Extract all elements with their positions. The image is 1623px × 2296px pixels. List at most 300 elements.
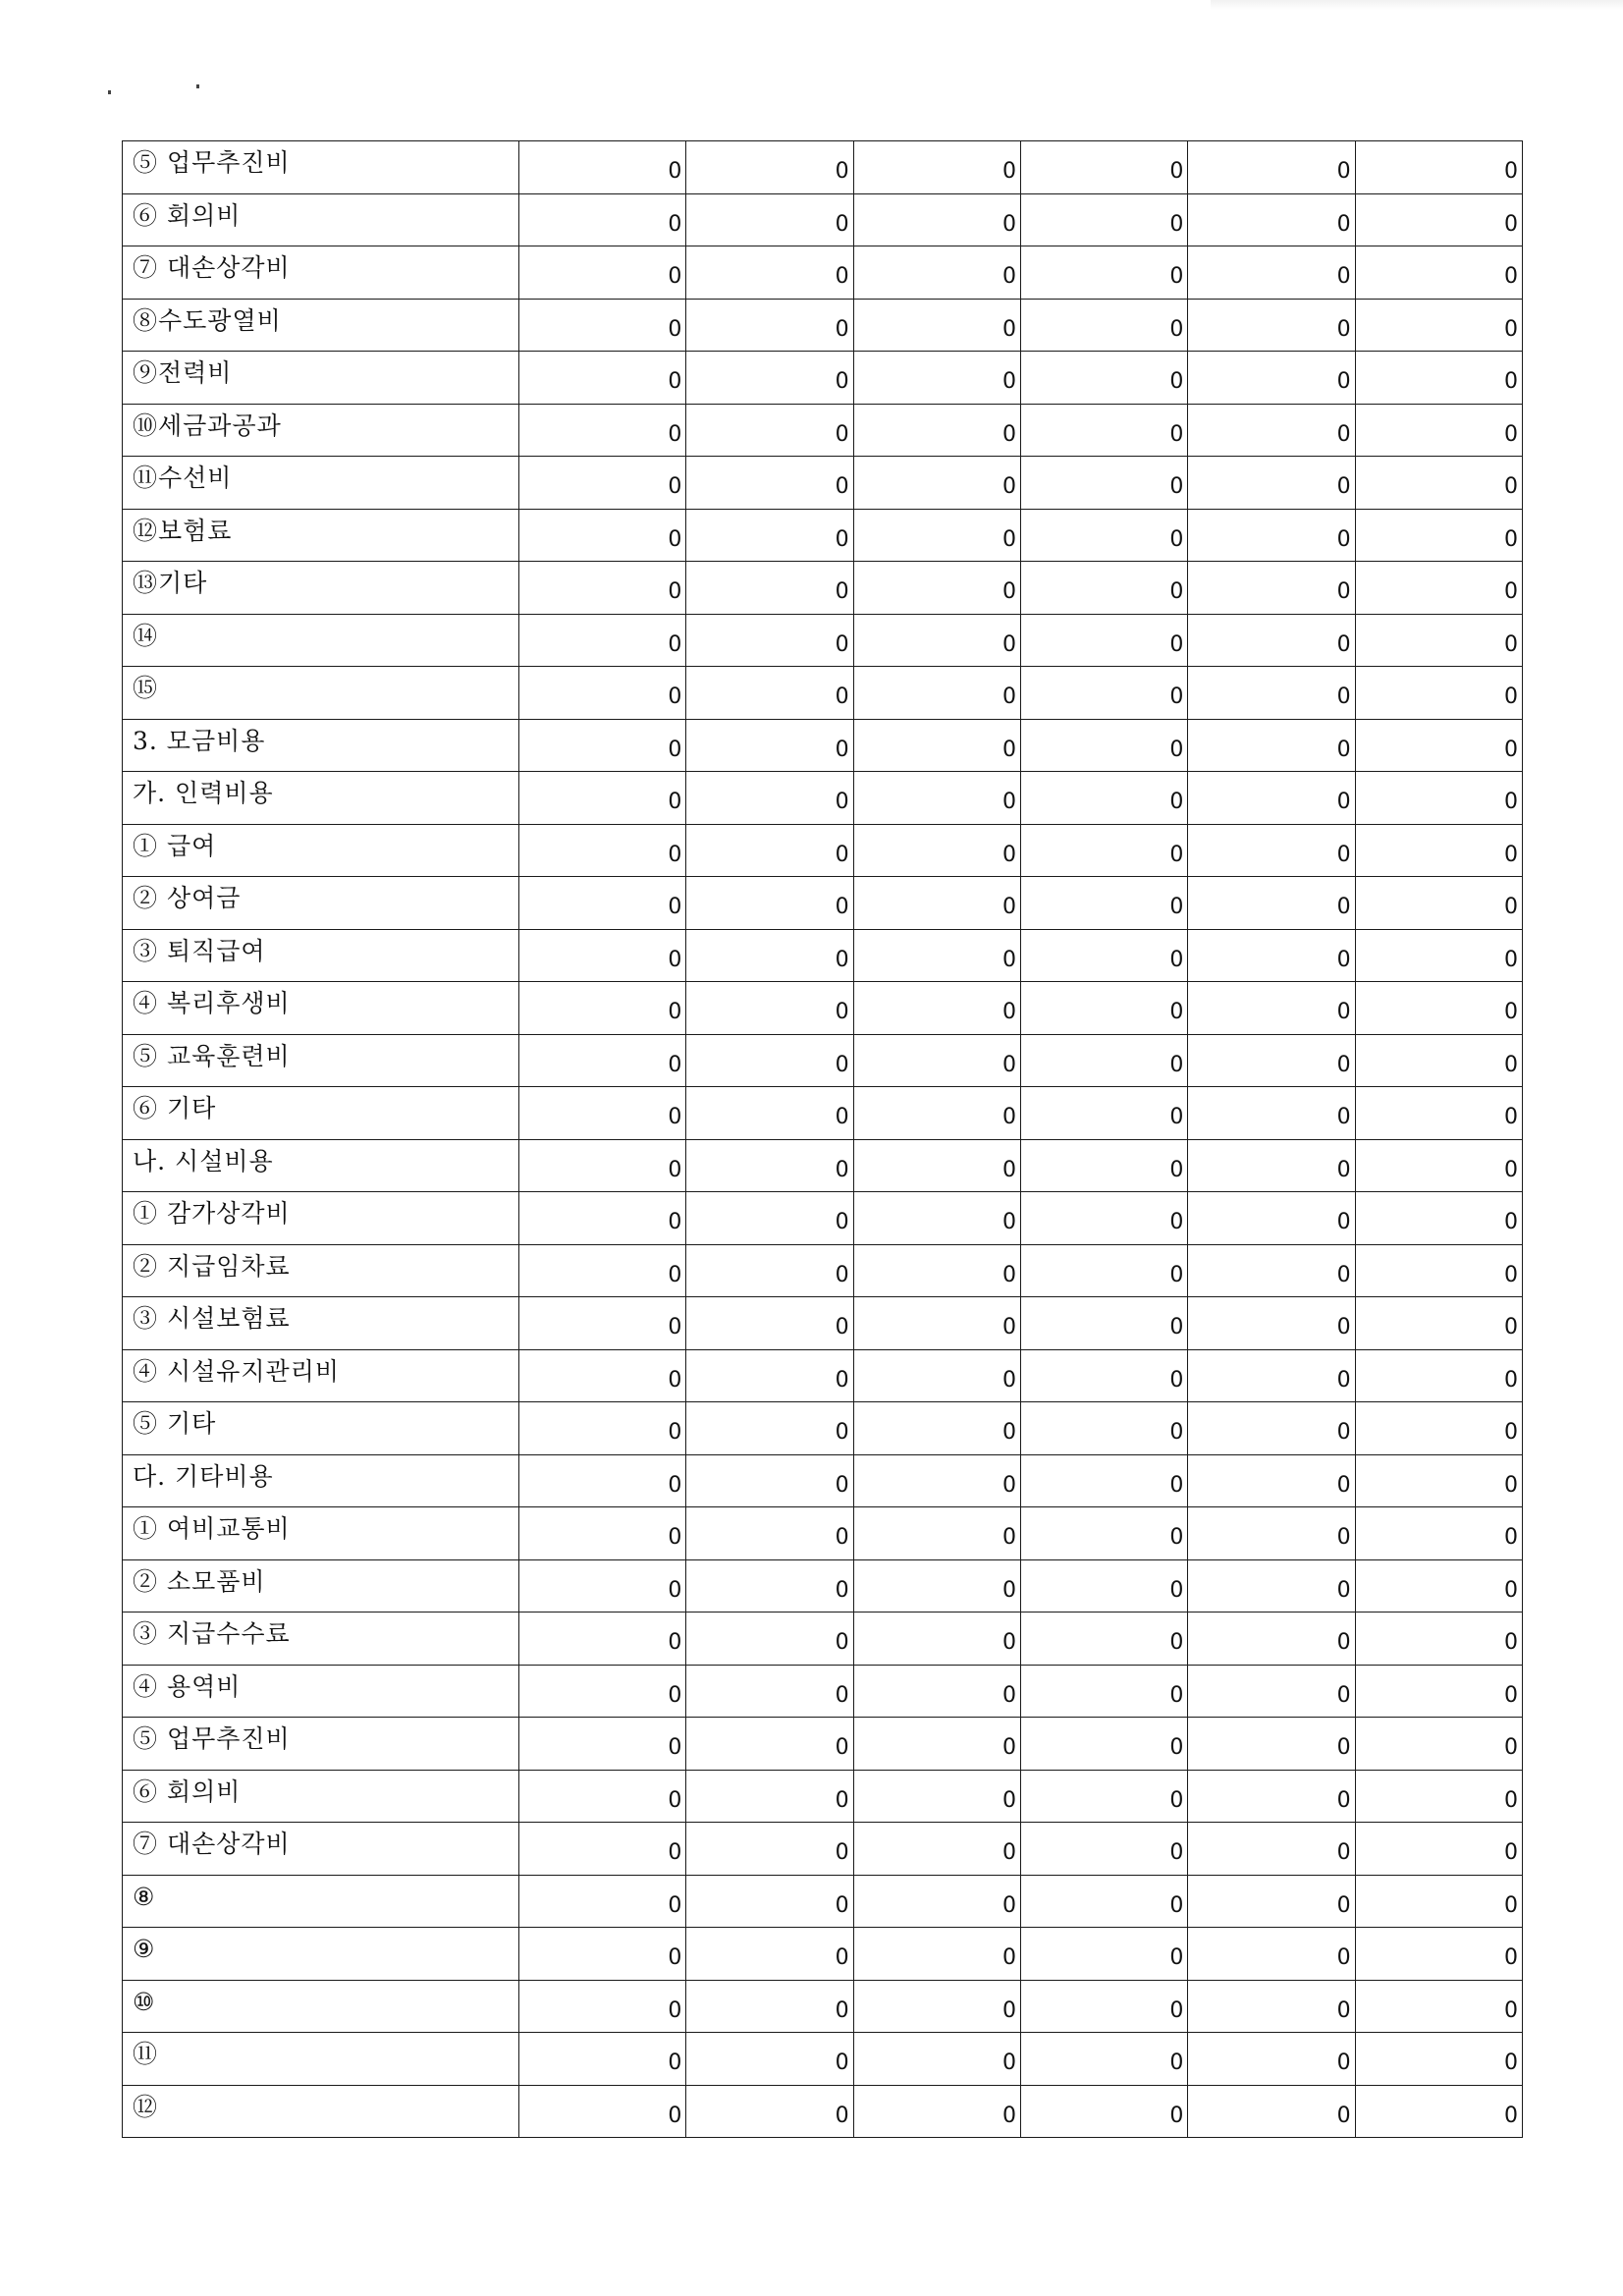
amount-cell-col3: 0 <box>853 1297 1020 1350</box>
amount-cell-col6: 0 <box>1355 1192 1522 1245</box>
amount-cell-col2: 0 <box>686 1875 853 1928</box>
row-label: ⑨전력비 <box>123 352 519 405</box>
amount-cell-col6: 0 <box>1355 352 1522 405</box>
amount-cell-col6: 0 <box>1355 982 1522 1035</box>
amount-cell-col2: 0 <box>686 929 853 982</box>
amount-cell-col6: 0 <box>1355 562 1522 615</box>
table-row <box>123 1823 1523 1876</box>
scan-edge-shade <box>1211 0 1623 10</box>
amount-cell-col2: 0 <box>686 1928 853 1981</box>
amount-cell-col5: 0 <box>1188 1244 1355 1297</box>
table-row <box>123 1770 1523 1823</box>
amount-cell-col4: 0 <box>1020 1297 1187 1350</box>
amount-cell-col4: 0 <box>1020 614 1187 667</box>
amount-cell-col3: 0 <box>853 404 1020 457</box>
amount-cell-col2: 0 <box>686 352 853 405</box>
expense-table-body <box>123 141 1523 2138</box>
amount-cell-col5: 0 <box>1188 1507 1355 1560</box>
row-label: ⑩세금과공과 <box>123 404 519 457</box>
row-label: ⑪수선비 <box>123 457 519 510</box>
amount-cell-col1: 0 <box>519 772 686 825</box>
amount-cell-col5: 0 <box>1188 457 1355 510</box>
table-row <box>123 2085 1523 2138</box>
amount-cell-col3: 0 <box>853 1875 1020 1928</box>
amount-cell-col1: 0 <box>519 509 686 562</box>
amount-cell-col2: 0 <box>686 1192 853 1245</box>
table-row <box>123 1034 1523 1087</box>
amount-cell-col1: 0 <box>519 1980 686 2033</box>
amount-cell-col5: 0 <box>1188 614 1355 667</box>
row-label: ⑬기타 <box>123 562 519 615</box>
amount-cell-col5: 0 <box>1188 1297 1355 1350</box>
amount-cell-col1: 0 <box>519 719 686 772</box>
amount-cell-col3: 0 <box>853 1402 1020 1455</box>
amount-cell-col5: 0 <box>1188 1349 1355 1402</box>
amount-cell-col5: 0 <box>1188 404 1355 457</box>
amount-cell-col5: 0 <box>1188 1928 1355 1981</box>
amount-cell-col4: 0 <box>1020 824 1187 877</box>
amount-cell-col4: 0 <box>1020 929 1187 982</box>
amount-cell-col2: 0 <box>686 1665 853 1718</box>
amount-cell-col3: 0 <box>853 1192 1020 1245</box>
amount-cell-col5: 0 <box>1188 1034 1355 1087</box>
amount-cell-col6: 0 <box>1355 1613 1522 1666</box>
amount-cell-col2: 0 <box>686 1402 853 1455</box>
amount-cell-col6: 0 <box>1355 1559 1522 1613</box>
amount-cell-col3: 0 <box>853 824 1020 877</box>
table-row <box>123 1192 1523 1245</box>
table-row <box>123 1928 1523 1981</box>
amount-cell-col2: 0 <box>686 562 853 615</box>
amount-cell-col4: 0 <box>1020 1718 1187 1771</box>
amount-cell-col5: 0 <box>1188 1454 1355 1507</box>
amount-cell-col4: 0 <box>1020 1665 1187 1718</box>
amount-cell-col3: 0 <box>853 352 1020 405</box>
row-label: ⑥ 회의비 <box>123 1770 519 1823</box>
amount-cell-col5: 0 <box>1188 2033 1355 2086</box>
amount-cell-col3: 0 <box>853 509 1020 562</box>
amount-cell-col2: 0 <box>686 667 853 720</box>
amount-cell-col4: 0 <box>1020 1087 1187 1140</box>
amount-cell-col2: 0 <box>686 509 853 562</box>
table-row <box>123 404 1523 457</box>
amount-cell-col6: 0 <box>1355 824 1522 877</box>
amount-cell-col1: 0 <box>519 1507 686 1560</box>
amount-cell-col1: 0 <box>519 141 686 194</box>
table-row <box>123 2033 1523 2086</box>
amount-cell-col4: 0 <box>1020 1034 1187 1087</box>
amount-cell-col2: 0 <box>686 1613 853 1666</box>
amount-cell-col1: 0 <box>519 562 686 615</box>
row-label: ⑦ 대손상각비 <box>123 1823 519 1876</box>
amount-cell-col3: 0 <box>853 1087 1020 1140</box>
amount-cell-col6: 0 <box>1355 1823 1522 1876</box>
row-label: ② 소모품비 <box>123 1559 519 1613</box>
table-row <box>123 929 1523 982</box>
amount-cell-col6: 0 <box>1355 2033 1522 2086</box>
row-label: ⑥ 기타 <box>123 1087 519 1140</box>
amount-cell-col2: 0 <box>686 2033 853 2086</box>
amount-cell-col3: 0 <box>853 2033 1020 2086</box>
amount-cell-col2: 0 <box>686 141 853 194</box>
row-label: ⑭ <box>123 614 519 667</box>
amount-cell-col2: 0 <box>686 1349 853 1402</box>
amount-cell-col5: 0 <box>1188 667 1355 720</box>
amount-cell-col3: 0 <box>853 562 1020 615</box>
row-label: 가. 인력비용 <box>123 772 519 825</box>
table-row <box>123 772 1523 825</box>
amount-cell-col3: 0 <box>853 1559 1020 1613</box>
amount-cell-col6: 0 <box>1355 772 1522 825</box>
amount-cell-col2: 0 <box>686 1244 853 1297</box>
amount-cell-col5: 0 <box>1188 2085 1355 2138</box>
amount-cell-col6: 0 <box>1355 1507 1522 1560</box>
amount-cell-col1: 0 <box>519 1928 686 1981</box>
amount-cell-col1: 0 <box>519 1559 686 1613</box>
amount-cell-col1: 0 <box>519 246 686 300</box>
amount-cell-col1: 0 <box>519 1192 686 1245</box>
amount-cell-col1: 0 <box>519 1718 686 1771</box>
amount-cell-col6: 0 <box>1355 1034 1522 1087</box>
amount-cell-col6: 0 <box>1355 246 1522 300</box>
row-label: ⑫보험료 <box>123 509 519 562</box>
amount-cell-col4: 0 <box>1020 1192 1187 1245</box>
table-row <box>123 667 1523 720</box>
amount-cell-col1: 0 <box>519 667 686 720</box>
amount-cell-col3: 0 <box>853 1349 1020 1402</box>
row-label: ⑤ 업무추진비 <box>123 141 519 194</box>
table-row <box>123 614 1523 667</box>
table-row <box>123 299 1523 352</box>
table-row <box>123 1507 1523 1560</box>
amount-cell-col4: 0 <box>1020 1244 1187 1297</box>
amount-cell-col1: 0 <box>519 193 686 246</box>
table-row <box>123 1139 1523 1192</box>
amount-cell-col3: 0 <box>853 2085 1020 2138</box>
amount-cell-col3: 0 <box>853 246 1020 300</box>
amount-cell-col4: 0 <box>1020 1823 1187 1876</box>
amount-cell-col3: 0 <box>853 1244 1020 1297</box>
amount-cell-col6: 0 <box>1355 1087 1522 1140</box>
row-label: ① 여비교통비 <box>123 1507 519 1560</box>
amount-cell-col2: 0 <box>686 1139 853 1192</box>
expense-table <box>122 140 1523 2138</box>
row-label: ① 급여 <box>123 824 519 877</box>
row-label: ⑧수도광열비 <box>123 299 519 352</box>
amount-cell-col4: 0 <box>1020 193 1187 246</box>
amount-cell-col3: 0 <box>853 772 1020 825</box>
amount-cell-col5: 0 <box>1188 299 1355 352</box>
amount-cell-col1: 0 <box>519 1297 686 1350</box>
row-label: ① 감가상각비 <box>123 1192 519 1245</box>
amount-cell-col4: 0 <box>1020 772 1187 825</box>
amount-cell-col4: 0 <box>1020 1507 1187 1560</box>
amount-cell-col3: 0 <box>853 719 1020 772</box>
amount-cell-col2: 0 <box>686 404 853 457</box>
amount-cell-col6: 0 <box>1355 509 1522 562</box>
amount-cell-col2: 0 <box>686 772 853 825</box>
row-label: ③ 지급수수료 <box>123 1613 519 1666</box>
amount-cell-col6: 0 <box>1355 457 1522 510</box>
amount-cell-col5: 0 <box>1188 1139 1355 1192</box>
amount-cell-col1: 0 <box>519 1034 686 1087</box>
row-label: ⑥ 회의비 <box>123 193 519 246</box>
amount-cell-col6: 0 <box>1355 719 1522 772</box>
amount-cell-col1: 0 <box>519 1770 686 1823</box>
table-row <box>123 562 1523 615</box>
amount-cell-col2: 0 <box>686 1297 853 1350</box>
amount-cell-col1: 0 <box>519 1087 686 1140</box>
amount-cell-col6: 0 <box>1355 1770 1522 1823</box>
row-label: ④ 용역비 <box>123 1665 519 1718</box>
amount-cell-col4: 0 <box>1020 246 1187 300</box>
table-row <box>123 246 1523 300</box>
amount-cell-col5: 0 <box>1188 1613 1355 1666</box>
amount-cell-col3: 0 <box>853 457 1020 510</box>
table-row <box>123 1980 1523 2033</box>
amount-cell-col5: 0 <box>1188 982 1355 1035</box>
amount-cell-col1: 0 <box>519 352 686 405</box>
table-row <box>123 1613 1523 1666</box>
amount-cell-col2: 0 <box>686 1823 853 1876</box>
amount-cell-col4: 0 <box>1020 1980 1187 2033</box>
amount-cell-col5: 0 <box>1188 929 1355 982</box>
amount-cell-col5: 0 <box>1188 1559 1355 1613</box>
amount-cell-col6: 0 <box>1355 1980 1522 2033</box>
amount-cell-col4: 0 <box>1020 352 1187 405</box>
amount-cell-col4: 0 <box>1020 2085 1187 2138</box>
amount-cell-col4: 0 <box>1020 1402 1187 1455</box>
row-label: ⑤ 기타 <box>123 1402 519 1455</box>
table-row <box>123 1297 1523 1350</box>
amount-cell-col1: 0 <box>519 1613 686 1666</box>
amount-cell-col1: 0 <box>519 1244 686 1297</box>
amount-cell-col5: 0 <box>1188 562 1355 615</box>
amount-cell-col6: 0 <box>1355 1928 1522 1981</box>
amount-cell-col6: 0 <box>1355 2085 1522 2138</box>
amount-cell-col3: 0 <box>853 1034 1020 1087</box>
amount-cell-col6: 0 <box>1355 877 1522 930</box>
table-row <box>123 352 1523 405</box>
row-label: 나. 시설비용 <box>123 1139 519 1192</box>
amount-cell-col1: 0 <box>519 1665 686 1718</box>
amount-cell-col1: 0 <box>519 929 686 982</box>
amount-cell-col2: 0 <box>686 2085 853 2138</box>
amount-cell-col3: 0 <box>853 193 1020 246</box>
amount-cell-col5: 0 <box>1188 1823 1355 1876</box>
row-label: ② 지급임차료 <box>123 1244 519 1297</box>
amount-cell-col2: 0 <box>686 1718 853 1771</box>
amount-cell-col6: 0 <box>1355 299 1522 352</box>
amount-cell-col4: 0 <box>1020 299 1187 352</box>
amount-cell-col3: 0 <box>853 1770 1020 1823</box>
amount-cell-col5: 0 <box>1188 1980 1355 2033</box>
row-label: ⑤ 교육훈련비 <box>123 1034 519 1087</box>
amount-cell-col4: 0 <box>1020 1139 1187 1192</box>
amount-cell-col4: 0 <box>1020 1770 1187 1823</box>
amount-cell-col2: 0 <box>686 1507 853 1560</box>
amount-cell-col4: 0 <box>1020 1349 1187 1402</box>
amount-cell-col3: 0 <box>853 1928 1020 1981</box>
amount-cell-col4: 0 <box>1020 1559 1187 1613</box>
row-label: ⑦ 대손상각비 <box>123 246 519 300</box>
amount-cell-col3: 0 <box>853 1613 1020 1666</box>
amount-cell-col5: 0 <box>1188 1402 1355 1455</box>
amount-cell-col2: 0 <box>686 1770 853 1823</box>
table-row <box>123 141 1523 194</box>
amount-cell-col3: 0 <box>853 877 1020 930</box>
amount-cell-col6: 0 <box>1355 404 1522 457</box>
amount-cell-col6: 0 <box>1355 1349 1522 1402</box>
amount-cell-col6: 0 <box>1355 193 1522 246</box>
amount-cell-col3: 0 <box>853 1980 1020 2033</box>
amount-cell-col6: 0 <box>1355 1297 1522 1350</box>
amount-cell-col6: 0 <box>1355 1665 1522 1718</box>
amount-cell-col1: 0 <box>519 404 686 457</box>
scan-speck <box>196 84 199 88</box>
amount-cell-col1: 0 <box>519 1349 686 1402</box>
amount-cell-col4: 0 <box>1020 667 1187 720</box>
amount-cell-col6: 0 <box>1355 929 1522 982</box>
amount-cell-col4: 0 <box>1020 509 1187 562</box>
amount-cell-col5: 0 <box>1188 1875 1355 1928</box>
row-label: ⑫ <box>123 2085 519 2138</box>
amount-cell-col5: 0 <box>1188 193 1355 246</box>
table-row <box>123 1349 1523 1402</box>
row-label: ⑪ <box>123 2033 519 2086</box>
table-row <box>123 1244 1523 1297</box>
amount-cell-col1: 0 <box>519 1823 686 1876</box>
amount-cell-col5: 0 <box>1188 1087 1355 1140</box>
amount-cell-col6: 0 <box>1355 614 1522 667</box>
amount-cell-col2: 0 <box>686 299 853 352</box>
amount-cell-col3: 0 <box>853 929 1020 982</box>
table-row <box>123 1875 1523 1928</box>
amount-cell-col2: 0 <box>686 457 853 510</box>
amount-cell-col5: 0 <box>1188 509 1355 562</box>
table-row <box>123 1087 1523 1140</box>
row-label: ④ 시설유지관리비 <box>123 1349 519 1402</box>
amount-cell-col3: 0 <box>853 1823 1020 1876</box>
amount-cell-col5: 0 <box>1188 352 1355 405</box>
amount-cell-col2: 0 <box>686 1980 853 2033</box>
amount-cell-col4: 0 <box>1020 141 1187 194</box>
amount-cell-col6: 0 <box>1355 1718 1522 1771</box>
amount-cell-col2: 0 <box>686 246 853 300</box>
amount-cell-col4: 0 <box>1020 877 1187 930</box>
row-label: ⑨ <box>123 1928 519 1981</box>
amount-cell-col5: 0 <box>1188 1665 1355 1718</box>
amount-cell-col5: 0 <box>1188 1770 1355 1823</box>
amount-cell-col1: 0 <box>519 457 686 510</box>
scan-speck <box>108 90 111 94</box>
row-label: ④ 복리후생비 <box>123 982 519 1035</box>
amount-cell-col5: 0 <box>1188 1192 1355 1245</box>
table-row <box>123 719 1523 772</box>
amount-cell-col4: 0 <box>1020 1928 1187 1981</box>
row-label: ⑮ <box>123 667 519 720</box>
table-row <box>123 1718 1523 1771</box>
table-row <box>123 982 1523 1035</box>
amount-cell-col3: 0 <box>853 982 1020 1035</box>
row-label: ⑤ 업무추진비 <box>123 1718 519 1771</box>
amount-cell-col1: 0 <box>519 614 686 667</box>
amount-cell-col2: 0 <box>686 719 853 772</box>
amount-cell-col2: 0 <box>686 1034 853 1087</box>
amount-cell-col6: 0 <box>1355 1875 1522 1928</box>
amount-cell-col2: 0 <box>686 193 853 246</box>
amount-cell-col3: 0 <box>853 1454 1020 1507</box>
amount-cell-col1: 0 <box>519 1402 686 1455</box>
amount-cell-col2: 0 <box>686 1559 853 1613</box>
row-label: ⑧ <box>123 1875 519 1928</box>
row-label: 다. 기타비용 <box>123 1454 519 1507</box>
table-row <box>123 457 1523 510</box>
amount-cell-col4: 0 <box>1020 982 1187 1035</box>
amount-cell-col6: 0 <box>1355 667 1522 720</box>
amount-cell-col3: 0 <box>853 141 1020 194</box>
amount-cell-col4: 0 <box>1020 457 1187 510</box>
amount-cell-col4: 0 <box>1020 719 1187 772</box>
amount-cell-col3: 0 <box>853 299 1020 352</box>
table-row <box>123 1559 1523 1613</box>
table-row <box>123 509 1523 562</box>
table-row <box>123 193 1523 246</box>
table-row <box>123 877 1523 930</box>
amount-cell-col2: 0 <box>686 982 853 1035</box>
row-label: ⑩ <box>123 1980 519 2033</box>
amount-cell-col3: 0 <box>853 614 1020 667</box>
amount-cell-col1: 0 <box>519 2033 686 2086</box>
amount-cell-col4: 0 <box>1020 1613 1187 1666</box>
amount-cell-col6: 0 <box>1355 1244 1522 1297</box>
amount-cell-col4: 0 <box>1020 1875 1187 1928</box>
amount-cell-col1: 0 <box>519 2085 686 2138</box>
amount-cell-col5: 0 <box>1188 1718 1355 1771</box>
amount-cell-col1: 0 <box>519 299 686 352</box>
amount-cell-col1: 0 <box>519 824 686 877</box>
amount-cell-col4: 0 <box>1020 2033 1187 2086</box>
amount-cell-col3: 0 <box>853 1665 1020 1718</box>
amount-cell-col6: 0 <box>1355 1454 1522 1507</box>
amount-cell-col6: 0 <box>1355 141 1522 194</box>
row-label: ③ 시설보험료 <box>123 1297 519 1350</box>
amount-cell-col5: 0 <box>1188 824 1355 877</box>
amount-cell-col1: 0 <box>519 1139 686 1192</box>
amount-cell-col4: 0 <box>1020 562 1187 615</box>
table-row <box>123 824 1523 877</box>
row-label: ② 상여금 <box>123 877 519 930</box>
amount-cell-col4: 0 <box>1020 1454 1187 1507</box>
amount-cell-col2: 0 <box>686 824 853 877</box>
amount-cell-col4: 0 <box>1020 404 1187 457</box>
table-row <box>123 1402 1523 1455</box>
amount-cell-col2: 0 <box>686 1454 853 1507</box>
amount-cell-col2: 0 <box>686 1087 853 1140</box>
table-row <box>123 1454 1523 1507</box>
amount-cell-col6: 0 <box>1355 1139 1522 1192</box>
row-label: 3. 모금비용 <box>123 719 519 772</box>
amount-cell-col5: 0 <box>1188 141 1355 194</box>
amount-cell-col5: 0 <box>1188 877 1355 930</box>
table-row <box>123 1665 1523 1718</box>
amount-cell-col1: 0 <box>519 982 686 1035</box>
amount-cell-col3: 0 <box>853 667 1020 720</box>
amount-cell-col5: 0 <box>1188 719 1355 772</box>
amount-cell-col2: 0 <box>686 877 853 930</box>
row-label: ③ 퇴직급여 <box>123 929 519 982</box>
amount-cell-col1: 0 <box>519 1454 686 1507</box>
